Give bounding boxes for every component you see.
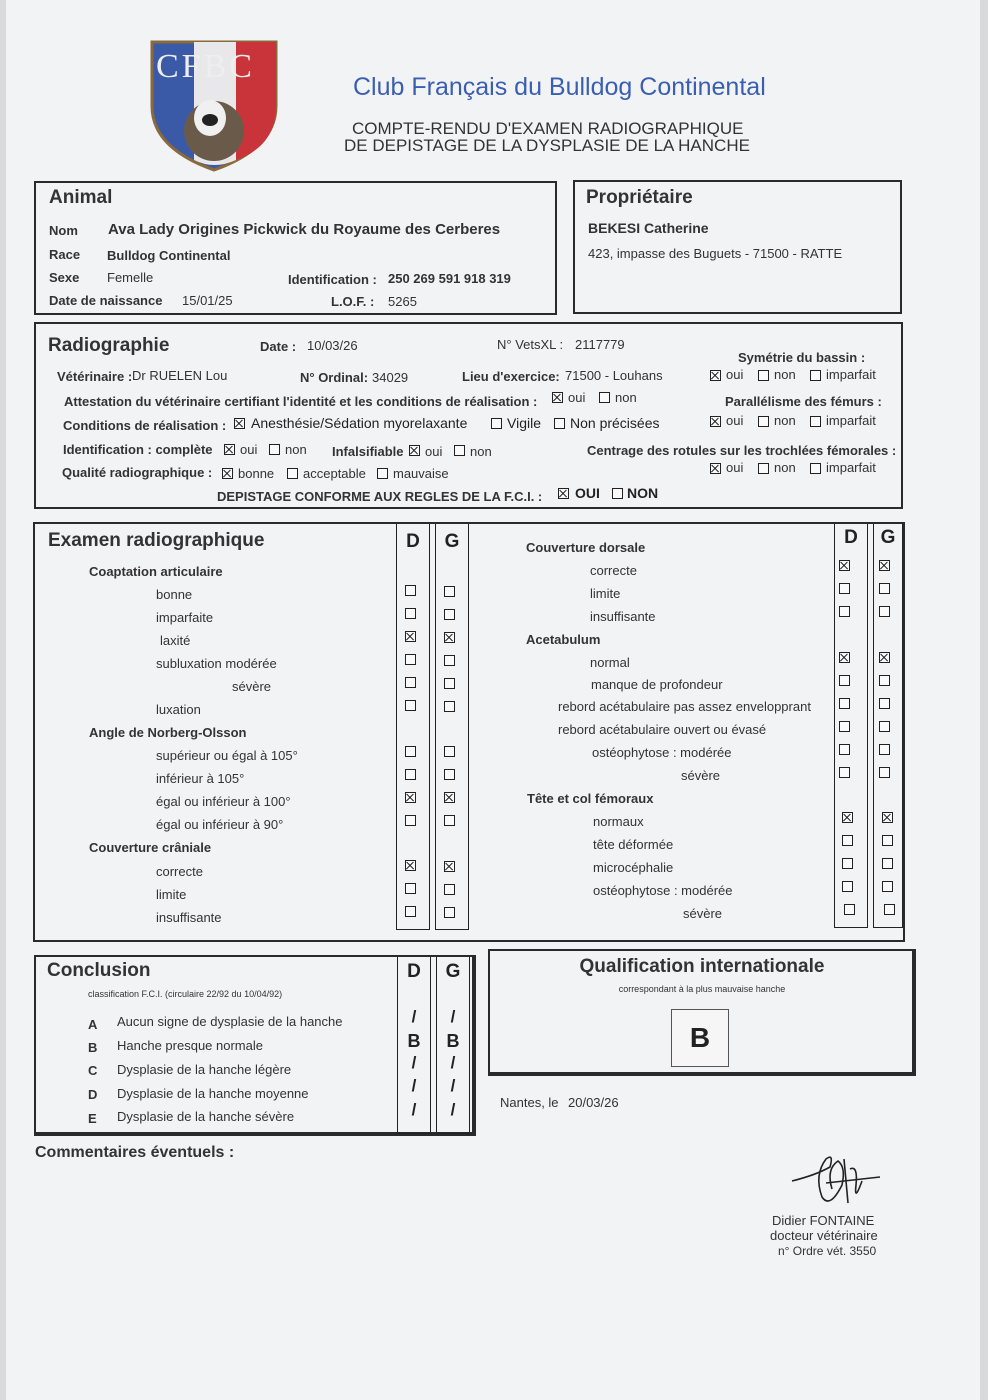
sexe-value: Femelle	[107, 270, 154, 285]
ident-value: 250 269 591 918 319	[388, 271, 511, 286]
club-name: Club Français du Bulldog Continental	[353, 73, 766, 101]
tete-deformee-g-checkbox[interactable]	[882, 835, 893, 846]
race-label: Race	[49, 247, 81, 262]
dog-name: Ava Lady Origines Pickwick du Royaume des Cerberes	[108, 221, 501, 238]
acet-osteo-label: ostéophytose : modérée	[592, 745, 732, 760]
norberg-inf105-label: inférieur à 105°	[156, 771, 245, 786]
attestation-label: Attestation du vétérinaire certifiant l'identité et les conditions de réalisation :	[64, 394, 538, 409]
lof-label: L.O.F. :	[331, 294, 375, 309]
norberg-inf100-d-checkbox[interactable]	[405, 792, 416, 803]
place-label: Nantes, le	[500, 1095, 559, 1110]
comments-label: Commentaires éventuels :	[35, 1144, 235, 1161]
attestation-non-label: non	[615, 390, 637, 405]
conclusion-subtitle: classification F.C.I. (circulaire 22/92 du 10/04/92)	[88, 989, 283, 999]
tete-normaux-g-checkbox[interactable]	[882, 812, 893, 823]
ident-oui-label: oui	[240, 442, 258, 457]
logo-text: CFBC	[156, 48, 255, 85]
fci-non-checkbox[interactable]	[612, 488, 623, 499]
vetsxl-value: 2117779	[575, 337, 625, 352]
conclusion-row-letter: B	[88, 1040, 98, 1055]
coapt-luxation-g-checkbox[interactable]	[444, 701, 455, 712]
cent-oui-label: oui	[726, 460, 744, 475]
acet-severe-d-checkbox[interactable]	[839, 767, 850, 778]
acet-rebord2-label: rebord acétabulaire ouvert ou évasé	[558, 722, 767, 737]
nom-label: Nom	[49, 223, 78, 238]
conclusion-row-text: Dysplasie de la hanche moyenne	[117, 1086, 309, 1101]
tete-osteo-g-checkbox[interactable]	[882, 881, 893, 892]
vet-label: Vétérinaire :	[57, 369, 133, 384]
norberg-inf105-d-checkbox[interactable]	[405, 769, 416, 780]
ident-complete-label: Identification : complète	[63, 442, 213, 457]
conclusion-row-letter: D	[88, 1087, 98, 1102]
acet-rebord1-d-checkbox[interactable]	[839, 698, 850, 709]
acet-rebord2-g-checkbox[interactable]	[879, 721, 890, 732]
par-imparfait-checkbox[interactable]	[810, 416, 821, 427]
ident-non-label: non	[285, 442, 307, 457]
qual-acceptable-checkbox[interactable]	[287, 468, 298, 479]
coapt-imparfaite-g-checkbox[interactable]	[444, 609, 455, 620]
conditions-label: Conditions de réalisation :	[63, 418, 227, 433]
fci-non-label: NON	[627, 485, 659, 501]
sym-non-label: non	[774, 367, 796, 382]
parallelisme-label: Parallélisme des fémurs :	[725, 394, 882, 409]
norberg-inf90-d-checkbox[interactable]	[405, 815, 416, 826]
cent-imparfait-checkbox[interactable]	[810, 463, 821, 474]
cent-imparfait-label: imparfait	[826, 460, 876, 475]
dorsale-insuffisante-label: insuffisante	[590, 609, 656, 624]
coapt-subluxation-g-checkbox[interactable]	[444, 655, 455, 666]
dorsale-correcte-d-checkbox[interactable]	[839, 560, 850, 571]
attestation-non-checkbox[interactable]	[599, 392, 610, 403]
fci-oui-checkbox[interactable]	[558, 488, 569, 499]
coaptation-heading: Coaptation articulaire	[89, 564, 223, 579]
signer-ordre: n° Ordre vét. 3550	[778, 1244, 877, 1258]
norberg-inf100-g-checkbox[interactable]	[444, 792, 455, 803]
sym-oui-label: oui	[726, 367, 744, 382]
vet-value: Dr RUELEN Lou	[132, 368, 228, 383]
norberg-inf90-label: égal ou inférieur à 90°	[156, 817, 284, 832]
owner-heading: Propriétaire	[586, 187, 693, 208]
conclusion-row-d: /	[411, 1100, 417, 1119]
par-oui-label: oui	[726, 413, 744, 428]
coapt-laxite-g-checkbox[interactable]	[444, 632, 455, 643]
par-imparfait-label: imparfait	[826, 413, 876, 428]
acet-rebord2-d-checkbox[interactable]	[839, 721, 850, 732]
conclusion-d-header: D	[407, 961, 421, 982]
tete-severe-d-checkbox[interactable]	[844, 904, 855, 915]
dorsale-heading: Couverture dorsale	[526, 540, 646, 555]
coapt-bonne-g-checkbox[interactable]	[444, 586, 455, 597]
cond-anesthesie-label: Anesthésie/Sédation myorelaxante	[251, 415, 468, 431]
tete-osteo-label: ostéophytose : modérée	[593, 883, 733, 898]
coapt-luxation-label: luxation	[156, 702, 201, 717]
radio-date-label: Date :	[260, 339, 297, 354]
conclusion-row-d: B	[407, 1031, 421, 1051]
cond-vigile-label: Vigile	[507, 415, 541, 431]
acet-normal-g-checkbox[interactable]	[879, 652, 890, 663]
norberg-inf90-g-checkbox[interactable]	[444, 815, 455, 826]
dob-value: 15/01/25	[182, 293, 233, 308]
cent-non-label: non	[774, 460, 796, 475]
conclusion-row-letter: E	[88, 1111, 97, 1126]
cond-anesthesie-checkbox[interactable]	[234, 418, 245, 429]
tete-severe-label: sévère	[683, 906, 723, 921]
exam-right-d-header: D	[844, 527, 858, 548]
conclusion-row-text: Dysplasie de la hanche légère	[117, 1062, 292, 1077]
lieu-value: 71500 - Louhans	[565, 368, 663, 383]
tete-micro-label: microcéphalie	[593, 860, 674, 875]
dorsale-limite-g-checkbox[interactable]	[879, 583, 890, 594]
qualification-grade: B	[671, 1009, 729, 1067]
signature	[786, 1145, 886, 1215]
cond-vigile-checkbox[interactable]	[491, 418, 502, 429]
norberg-inf100-label: égal ou inférieur à 100°	[156, 794, 291, 809]
conclusion-g-header: G	[445, 961, 461, 982]
lof-value: 5265	[388, 294, 417, 309]
exam-heading: Examen radiographique	[48, 530, 265, 551]
tete-osteo-d-checkbox[interactable]	[842, 881, 853, 892]
conclusion-row-d: /	[411, 1007, 417, 1026]
cranial-correcte-label: correcte	[156, 864, 203, 879]
sexe-label: Sexe	[49, 270, 80, 285]
norberg-sup105-g-checkbox[interactable]	[444, 746, 455, 757]
qualification-heading: Qualification internationale	[579, 956, 825, 977]
infals-non-checkbox[interactable]	[454, 445, 465, 456]
norberg-sup105-d-checkbox[interactable]	[405, 746, 416, 757]
qualite-label: Qualité radiographique :	[62, 465, 213, 480]
exam-right-g-header: G	[880, 527, 896, 548]
signer-role: docteur vétérinaire	[770, 1228, 878, 1243]
acetabulum-heading: Acetabulum	[526, 632, 601, 647]
cranial-limite-label: limite	[156, 887, 187, 902]
coapt-laxite-d-checkbox[interactable]	[405, 631, 416, 642]
dorsale-insuffisante-d-checkbox[interactable]	[839, 606, 850, 617]
fci-oui-label: OUI	[575, 485, 600, 501]
report-title-line2: DE DEPISTAGE DE LA DYSPLASIE DE LA HANCHE	[344, 136, 750, 155]
vetsxl-label: N° VetsXL :	[497, 337, 564, 352]
acet-rebord1-label: rebord acétabulaire pas assez envelopprant	[558, 699, 811, 714]
coapt-subluxation-d-checkbox[interactable]	[405, 654, 416, 665]
dorsale-limite-d-checkbox[interactable]	[839, 583, 850, 594]
ordinal-value: 34029	[372, 370, 409, 385]
cond-nonprecisees-checkbox[interactable]	[554, 418, 565, 429]
infals-non-label: non	[470, 444, 492, 459]
acet-severe-label: sévère	[681, 768, 721, 783]
infals-oui-checkbox[interactable]	[409, 445, 420, 456]
tete-deformee-d-checkbox[interactable]	[842, 835, 853, 846]
exam-left-g-header: G	[444, 531, 460, 552]
tete-deformee-label: tête déformée	[593, 837, 674, 852]
tete-micro-d-checkbox[interactable]	[842, 858, 853, 869]
conclusion-row-g: /	[450, 1053, 456, 1072]
fci-label: DEPISTAGE CONFORME AUX REGLES DE LA F.C.I. :	[217, 489, 543, 504]
qual-mauvaise-checkbox[interactable]	[377, 468, 388, 479]
conclusion-row-text: Aucun signe de dysplasie de la hanche	[117, 1014, 343, 1029]
tete-normaux-d-checkbox[interactable]	[842, 812, 853, 823]
qual-bonne-checkbox[interactable]	[222, 468, 233, 479]
tete-micro-g-checkbox[interactable]	[882, 858, 893, 869]
ordinal-label: N° Ordinal:	[300, 370, 369, 385]
attestation-oui-label: oui	[568, 390, 586, 405]
lieu-label: Lieu d'exercice:	[462, 369, 560, 384]
coapt-severe-g-checkbox[interactable]	[444, 678, 455, 689]
qual-mauvaise-label: mauvaise	[393, 466, 449, 481]
cranial-limite-g-checkbox[interactable]	[444, 884, 455, 895]
tete-severe-g-checkbox[interactable]	[884, 904, 895, 915]
dorsale-correcte-g-checkbox[interactable]	[879, 560, 890, 571]
cranial-insuffisante-d-checkbox[interactable]	[405, 906, 416, 917]
infals-oui-label: oui	[425, 444, 443, 459]
acet-manque-g-checkbox[interactable]	[879, 675, 890, 686]
conclusion-row-letter: C	[88, 1063, 98, 1078]
par-non-checkbox[interactable]	[758, 416, 769, 427]
place-date: 20/03/26	[568, 1095, 619, 1110]
acet-manque-label: manque de profondeur	[591, 677, 723, 692]
dorsale-insuffisante-g-checkbox[interactable]	[879, 606, 890, 617]
dorsale-limite-label: limite	[590, 586, 621, 601]
qual-bonne-label: bonne	[238, 466, 275, 481]
cent-non-checkbox[interactable]	[758, 463, 769, 474]
acet-normal-d-checkbox[interactable]	[839, 652, 850, 663]
ident-oui-checkbox[interactable]	[224, 444, 235, 455]
conclusion-row-g: B	[446, 1031, 460, 1051]
exam-left-d-header: D	[406, 531, 420, 552]
infalsifiable-label: Infalsifiable	[332, 444, 404, 459]
ident-label: Identification :	[288, 272, 377, 287]
coapt-bonne-label: bonne	[156, 587, 193, 602]
animal-heading: Animal	[49, 187, 113, 208]
conclusion-row-text: Hanche presque normale	[117, 1038, 263, 1053]
cranial-heading: Couverture crâniale	[89, 840, 212, 855]
coapt-severe-d-checkbox[interactable]	[405, 677, 416, 688]
coapt-subluxation-label: subluxation modérée	[156, 656, 277, 671]
sym-oui-checkbox[interactable]	[710, 370, 721, 381]
owner-name: BEKESI Catherine	[588, 220, 709, 236]
signer-name: Didier FONTAINE	[772, 1213, 875, 1228]
norberg-heading: Angle de Norberg-Olsson	[89, 725, 247, 740]
par-oui-checkbox[interactable]	[710, 416, 721, 427]
tete-normaux-label: normaux	[593, 814, 644, 829]
acet-rebord1-g-checkbox[interactable]	[879, 698, 890, 709]
acet-manque-d-checkbox[interactable]	[839, 675, 850, 686]
conclusion-row-letter: A	[88, 1017, 98, 1032]
coapt-bonne-d-checkbox[interactable]	[405, 585, 416, 596]
conclusion-row-g: /	[450, 1100, 456, 1119]
coapt-laxite-label: laxité	[160, 633, 191, 648]
symetrie-label: Symétrie du bassin :	[738, 350, 866, 365]
acet-osteo-g-checkbox[interactable]	[879, 744, 890, 755]
cranial-insuffisante-label: insuffisante	[156, 910, 222, 925]
coapt-severe-label: sévère	[232, 679, 272, 694]
tete-heading: Tête et col fémoraux	[527, 791, 654, 806]
conclusion-row-g: /	[450, 1007, 456, 1026]
owner-address: 423, impasse des Buguets - 71500 - RATTE	[588, 246, 843, 261]
qual-acceptable-label: acceptable	[303, 466, 366, 481]
race-value: Bulldog Continental	[107, 248, 231, 263]
acet-severe-g-checkbox[interactable]	[879, 767, 890, 778]
dorsale-correcte-label: correcte	[590, 563, 637, 578]
norberg-sup105-label: supérieur ou égal à 105°	[156, 748, 298, 763]
cranial-correcte-g-checkbox[interactable]	[444, 861, 455, 872]
sym-imparfait-checkbox[interactable]	[810, 370, 821, 381]
centrage-label: Centrage des rotules sur les trochlées fémorales :	[587, 443, 897, 458]
conclusion-heading: Conclusion	[47, 960, 151, 981]
acet-osteo-d-checkbox[interactable]	[839, 744, 850, 755]
conclusion-row-d: /	[411, 1053, 417, 1072]
report-title-line1: COMPTE-RENDU D'EXAMEN RADIOGRAPHIQUE	[352, 119, 744, 138]
par-non-label: non	[774, 413, 796, 428]
conclusion-row-d: /	[411, 1076, 417, 1095]
cranial-correcte-d-checkbox[interactable]	[405, 860, 416, 871]
sym-imparfait-label: imparfait	[826, 367, 876, 382]
radio-date: 10/03/26	[307, 338, 358, 353]
cent-oui-checkbox[interactable]	[710, 463, 721, 474]
ident-non-checkbox[interactable]	[269, 444, 280, 455]
conclusion-row-g: /	[450, 1076, 456, 1095]
cranial-insuffisante-g-checkbox[interactable]	[444, 907, 455, 918]
cranial-limite-d-checkbox[interactable]	[405, 883, 416, 894]
conclusion-row-text: Dysplasie de la hanche sévère	[117, 1109, 295, 1124]
coapt-imparfaite-label: imparfaite	[156, 610, 214, 625]
qualification-subtitle: correspondant à la plus mauvaise hanche	[618, 984, 786, 994]
coapt-luxation-d-checkbox[interactable]	[405, 700, 416, 711]
acet-normal-label: normal	[590, 655, 630, 670]
radio-heading: Radiographie	[48, 335, 170, 356]
dob-label: Date de naissance	[49, 293, 163, 308]
cond-nonprecisees-label: Non précisées	[570, 415, 660, 431]
document-page	[6, 0, 980, 1400]
coapt-imparfaite-d-checkbox[interactable]	[405, 608, 416, 619]
attestation-oui-checkbox[interactable]	[552, 392, 563, 403]
norberg-inf105-g-checkbox[interactable]	[444, 769, 455, 780]
sym-non-checkbox[interactable]	[758, 370, 769, 381]
